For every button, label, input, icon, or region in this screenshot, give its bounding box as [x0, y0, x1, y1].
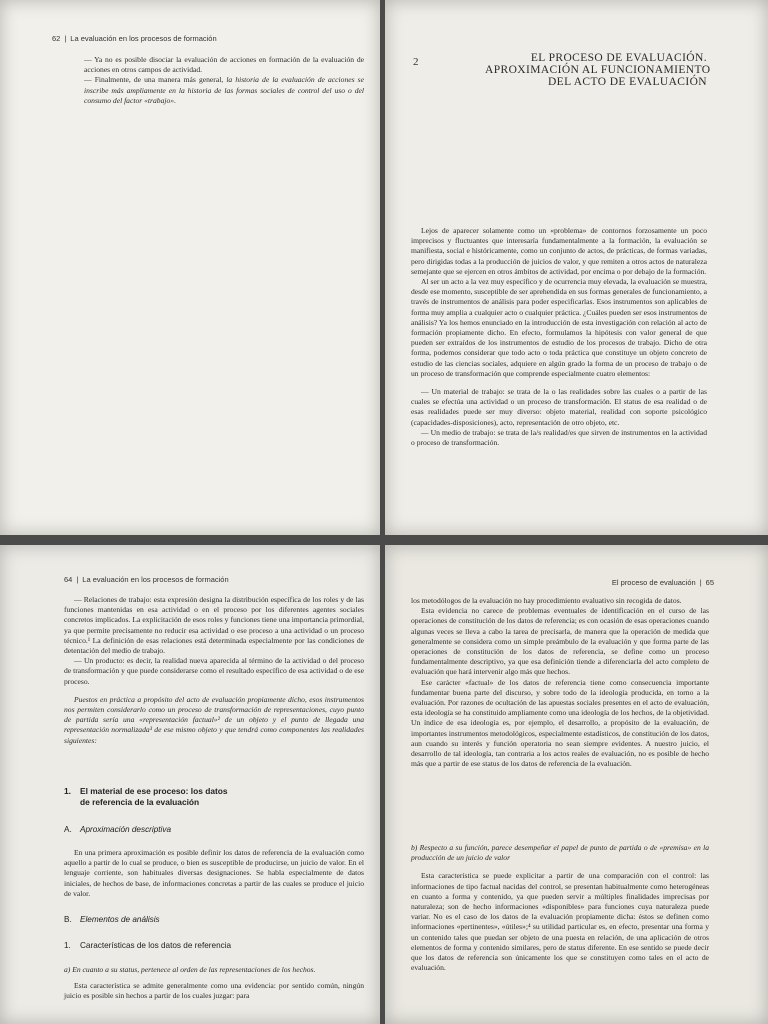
- page-63: [385, 0, 768, 535]
- page-number-62: 62: [52, 34, 61, 43]
- running-head-65: El proceso de evaluación | 65: [611, 578, 714, 587]
- point-a: a) En cuanto a su status, pertenece al orden de las representaciones de los hechos.: [64, 965, 316, 974]
- page-62: [0, 0, 380, 535]
- page-62-text: [84, 55, 364, 106]
- page-65-text-top: [411, 596, 709, 769]
- subsection-1-title: Características de los datos de referencia: [80, 941, 232, 950]
- paragraph-64-a: En una primera aproximación es posible definir los datos de referencia de la evaluación como aquello a partir de lo cual se produce, o bien es susceptible de producirse, un juicio de valor. En el lenguaje corriente, son habituales diversas designaciones. Se habla especialmente de datos iniciales, de hechos de base, de informaciones concretas a partir de las cuales se produce el juicio de valor.: [64, 848, 364, 898]
- chapter-title-line-1: EL PROCESO DE EVALUACIÓN.: [530, 52, 707, 64]
- bullet-item-63-1: — Un material de trabajo: se trata de la o las realidades sobre las cuales o a partir de las cuales se efectúa una actividad o un proceso de transformación. El status de esa realidad o de esas realidades puede ser muy diverso: objeto material, realidad con soporte psicológico (capacidades-disposiciones), acto, representación de otro objeto, etc.: [411, 387, 707, 427]
- subsection-a-heading: [64, 825, 171, 834]
- running-head-text-65: El proceso de evaluación: [611, 578, 696, 587]
- page-64-text-bottom: [64, 965, 364, 1002]
- page-65-text-bottom: [411, 843, 709, 973]
- chapter-number: 2: [413, 56, 419, 68]
- paragraph-65-4: Esta característica se puede explicitar a partir de una comparación con el control: las informaciones de tipo factual nacidas del control, se presentan habitualmente como heterogéneas en cuanto a forma y contenido, ya que pueden servir a múltiples finalidades imprecisas por naturaleza; son de hecho informaciones «disponibles» para funciones cuya naturaleza puede variar. No es el caso de los datos de la evaluación propiamente dicha: éstos se definen como informaciones «pertinentes», «útiles»;⁴ su utilidad particular es, en efecto, presentar una forma y un contenido tales que puedan ser objeto de una puesta en relación, de una aplicación de otros elementos de forma y contenido similares, pero de status diferente. En ese sentido se puede decir que los datos de referencia son únicamente los que se constituyen como tales en el acto de evaluación.: [411, 871, 709, 973]
- running-head-text-62: La evaluación en los procesos de formación: [70, 34, 217, 43]
- subsection-1-heading: [64, 941, 231, 950]
- chapter-title-line-3: DEL ACTO DE EVALUACIÓN: [547, 76, 707, 88]
- paragraph-63-1: Lejos de aparecer solamente como un «problema» de contornos forzosamente un poco imprecisos y fluctuantes que interesaría fundamentalmente a la formación, la evaluación se manifiesta, social e históricamente, como un conjunto de actos, de prácticas, de formas variadas, pero dirigidas todas a la producción de juicios de valor, y que remiten a otros actos de naturaleza semejante que se ejercen en otros ámbitos de actividad, por encima o por debajo de la formación.: [411, 226, 707, 276]
- paragraph-65-1: los metodólogos de la evaluación no hay procedimiento evaluativo sin recogida de datos.: [411, 596, 682, 605]
- page-63-text: [411, 226, 707, 448]
- paragraph-63-2: Al ser un acto a la vez muy específico y de ocurrencia muy elevada, la evaluación se muestra, desde ese momento, susceptible de ser aprehendida en sus formas generales de funcionamiento, a través de instrumentos de análisis para poder especificarlas. Esos instrumentos son aplicables de forma muy amplia a cualquier acto o cualquier práctica. ¿Cuáles pueden ser esos instrumentos de análisis? Ya los hemos enunciado en la introducción de esta investigación con relación al acto de formación propiamente dicho. En efecto, formulamos la hipótesis con valor general de que pueden ser extraídos de los instrumentos de estudio de los procesos de trabajo. Dicho de otra forma, podemos considerar que todo acto o toda práctica que constituye un objeto concreto de estudio de las ciencias sociales, adquiere en algún grado la forma de un proceso de trabajo o de un proceso de transformación que comprende especialmente cuatro elementos:: [411, 277, 707, 378]
- chapter-title-line-2: APROXIMACIÓN AL FUNCIONAMIENTO: [485, 64, 711, 76]
- subsection-b-title: Elementos de análisis: [80, 915, 160, 924]
- section-1-heading: [64, 786, 364, 807]
- bullet-item-62-2: [84, 75, 364, 106]
- paragraph-65-3: Ese carácter «factual» de los datos de referencia tiene como consecuencia importante fundamentar buena parte del discurso, y sobre todo de la ideología producida, en torno a la evaluación. Por razones de ocultación de las apuestas sociales presentes en el acto de evaluación, esta ideología se ha constituido ampliamente como una ideología de los hechos, de la objetividad. Un índice de esa ideología es, por ejemplo, el desarrollo, a propósito de la evaluación, de importantes instrumentos metodológicos, especialmente estadísticos, de constitución de los datos, aun cuando su interés y función operatoria no sean siempre evidentes. A nuestro juicio, el desarrollo de tal ideología, tan contraria a los actos reales de evaluación, no es posible de hecho más que a partir de ese status de los datos de referencia de la evaluación.: [411, 677, 709, 769]
- page-64-text-top: [64, 595, 364, 746]
- italic-paragraph-64: Puestos en práctica a propósito del acto de evaluación propiamente dicho, esos instrumentos nos permiten considerarlo como un proceso de transformación de representaciones, cuyo punto de partida sería una «representación factual»² de un objeto y el punto de llegada una representación normalizada³ de ese mismo objeto y que tendrá como componentes las realidades siguientes:: [64, 694, 364, 745]
- section-1-number: 1.: [64, 786, 71, 796]
- paragraph-65-2: Esta evidencia no carece de problemas eventuales de identificación en el curso de las operaciones de constitución de los datos de referencia; es con ocasión de esas operaciones cuando algunas veces se lleva a cabo la tarea de precisarla, de manera que la operación de medida que generalmente se considera como un simple preámbulo de la evaluación y que forma parte de las operaciones de constitución de los datos de referencia, se define como un proceso fundamentalmente descriptivo, ya que esa definición tiende a diferenciarla del acto completo de evaluación que hará intervenir algo más que hechos.: [411, 606, 709, 677]
- subsection-a-letter: A.: [64, 825, 72, 834]
- running-head-64: 64 | La evaluación en los procesos de formación: [64, 575, 229, 584]
- section-1-title-line-2: de referencia de la evaluación: [80, 796, 200, 807]
- paragraph-64-last: Esta característica se admite generalmente como una evidencia: por sentido común, ningún juicio es posible sin hechos a partir de los cuales juzgar: para: [64, 981, 364, 1001]
- bullet-item-62-1: — Ya no es posible disociar la evaluación de acciones en formación de la evaluación de acciones en otros campos de actividad.: [84, 55, 364, 75]
- page-64: [0, 545, 380, 1024]
- page-65: [385, 545, 768, 1024]
- subsection-b-letter: B.: [64, 915, 72, 924]
- subsection-a-title: Aproximación descriptiva: [80, 825, 172, 834]
- bullet-item-62-2-italic: la historia de la evaluación de acciones se inscribe más ampliamente en la historia de las formas sociales de control del uso o del consumo del factor «trabajo».: [84, 75, 364, 105]
- running-head-62: 62 | La evaluación en los procesos de formación: [52, 34, 217, 43]
- running-head-text-64: La evaluación en los procesos de formación: [82, 575, 229, 584]
- page-number-65: 65: [705, 578, 714, 587]
- subsection-1-number: 1.: [64, 941, 71, 950]
- subsection-b-heading: [64, 915, 160, 924]
- chapter-title: [485, 52, 711, 88]
- bullet-item-64-1: — Relaciones de trabajo: esta expresión designa la distribución específica de los roles y de las funciones mantenidas en esa actividad o en el proceso por los diferentes agentes sociales concretos implicados. La explicitación de esos roles y funciones tiene una importancia primordial, ya que permite precisamente no reducir esa actividad o ese proceso a una actividad o un proceso técnico.¹ La definición de esas relaciones está determinada especialmente por las condiciones de detentación del medio de trabajo.: [64, 595, 364, 656]
- section-1-title-line-1: El material de ese proceso: los datos: [80, 786, 228, 796]
- page-number-64: 64: [64, 575, 73, 584]
- bullet-item-64-2: — Un producto: es decir, la realidad nueva aparecida al término de la actividad o del proceso de transformación y que puede considerarse como el resultado específico de esa actividad o de ese proceso.: [64, 656, 364, 686]
- page-64-text-a: [64, 848, 364, 899]
- point-b: b) Respecto a su función, parece desempeñar el papel de punto de partida o de «premisa» en la producción de un juicio de valor: [411, 843, 709, 863]
- bullet-item-63-2: — Un medio de trabajo: se trata de la/s realidad/es que sirven de instrumentos en la actividad o proceso de transformación.: [411, 427, 707, 448]
- bullet-item-62-2-prefix: — Finalmente, de una manera más general,: [84, 75, 227, 85]
